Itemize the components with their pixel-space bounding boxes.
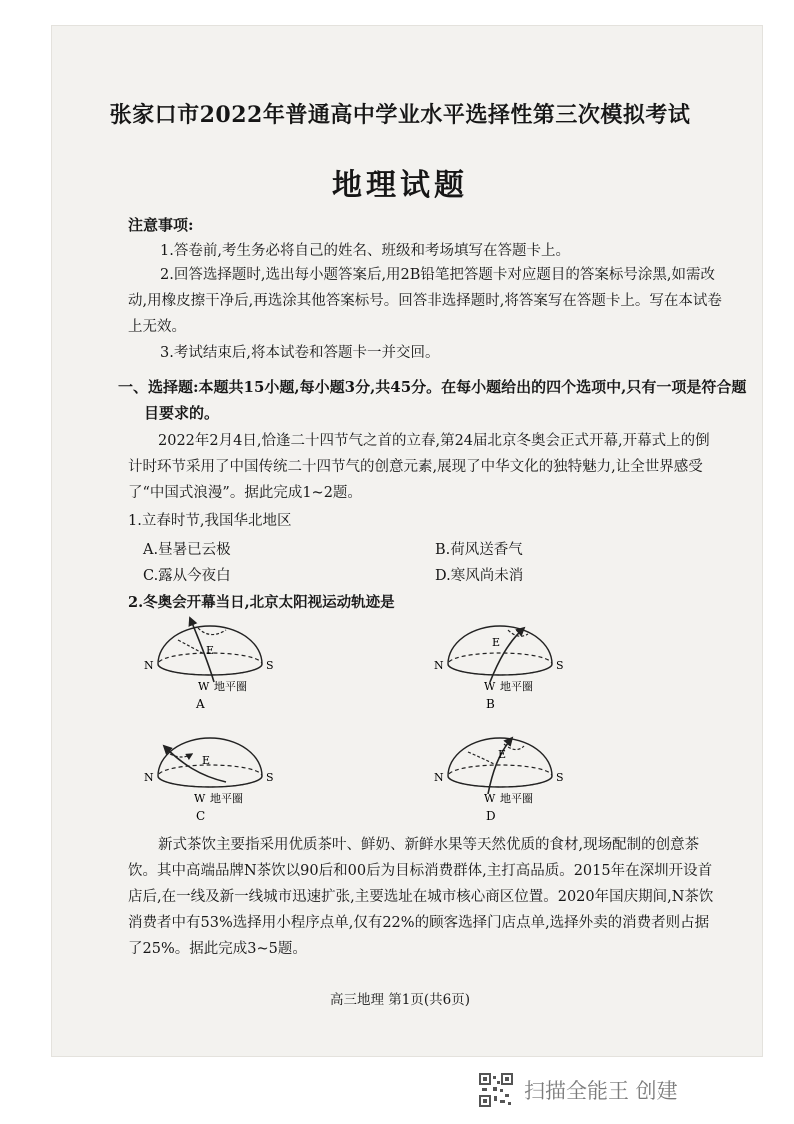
q1-option-a: A.昼暑已云极 bbox=[143, 542, 231, 558]
diagram-c-w: W bbox=[194, 792, 206, 805]
diagram-d-horizon: 地平圈 bbox=[500, 792, 533, 805]
diagram-d-w: W bbox=[484, 792, 496, 805]
page-footer: 高三地理 第1页(共6页) bbox=[329, 992, 470, 1008]
section-1-heading: 一、选择题:本题共15小题,每小题3分,共45分。在每小题给出的四个选项中,只有一项是符合题目要求的。 bbox=[118, 378, 747, 422]
question-2-stem: 2.冬奥会开幕当日,北京太阳视运动轨迹是 bbox=[128, 594, 395, 611]
scanner-watermark bbox=[478, 1070, 758, 1110]
notice-item-1: 1.答卷前,考生务必将自己的姓名、班级和考场填写在答题卡上。 bbox=[160, 243, 570, 259]
diagram-d-n: N bbox=[434, 771, 444, 784]
sun-path-diagram-c bbox=[138, 724, 278, 824]
diagram-b-e: E bbox=[492, 636, 501, 649]
diagram-d-s: S bbox=[556, 771, 564, 784]
diagram-c-s: S bbox=[266, 771, 274, 784]
sun-path-diagram-d bbox=[428, 724, 568, 824]
diagram-b-w: W bbox=[484, 680, 496, 693]
question-1-stem: 1.立春时节,我国华北地区 bbox=[128, 513, 292, 529]
notice-item-2: 2.回答选择题时,选出每小题答案后,用2B铅笔把答题卡对应题目的答案标号涂黑,如需改动,用橡皮擦干净后,再选涂其他答案标号。回答非选择题时,将答案写在答题卡上。写在本试卷上无效。 bbox=[128, 267, 722, 335]
passage-1: 2022年2月4日,恰逢二十四节气之首的立春,第24届北京冬奥会正式开幕,开幕式上的倒计时环节采用了中国传统二十四节气的创意元素,展现了中华文化的独特魅力,让全世界感受了“中国式浪漫”。据此完成1~2题。 bbox=[128, 433, 710, 501]
sun-path-diagram-a bbox=[138, 612, 278, 712]
q1-option-d: D.寒风尚未消 bbox=[435, 568, 524, 584]
diagram-a-horizon: 地平圈 bbox=[214, 680, 247, 693]
diagram-d-e: E bbox=[498, 748, 507, 761]
notice-heading: 注意事项: bbox=[128, 216, 194, 234]
diagram-c-n: N bbox=[144, 771, 154, 784]
diagram-a-s: S bbox=[266, 659, 274, 672]
diagram-a-n: N bbox=[144, 659, 154, 672]
watermark-text: 扫描全能王 创建 bbox=[524, 1079, 678, 1103]
diagram-c-letter: C bbox=[196, 809, 206, 823]
diagram-b-s: S bbox=[556, 659, 564, 672]
diagram-c-horizon: 地平圈 bbox=[210, 792, 243, 805]
passage-2: 新式茶饮主要指采用优质茶叶、鲜奶、新鲜水果等天然优质的食材,现场配制的创意茶饮。其中高端品牌N茶饮以90后和00后为目标消费群体,主打高品质。2015年在深圳开设首店后,在一线及新一线城市迅速扩张,主要选址在城市核心商区位置。2020年国庆期间,N茶饮消费者中有53%选择用小程序点单,仅有22%的顾客选择门店点单,选择外卖的消费者则占据了25%。据此完成3~5题。 bbox=[128, 837, 714, 957]
diagram-b-horizon: 地平圈 bbox=[500, 680, 533, 693]
notice-item-3: 3.考试结束后,将本试卷和答题卡一并交回。 bbox=[160, 345, 440, 361]
exam-title: 张家口市2022年普通高中学业水平选择性第三次模拟考试 bbox=[109, 102, 691, 128]
qr-code-icon bbox=[478, 1072, 514, 1108]
diagram-a-letter: A bbox=[196, 697, 205, 711]
q1-option-b: B.荷风送香气 bbox=[435, 542, 523, 558]
diagram-b-letter: B bbox=[486, 697, 495, 711]
diagram-c-e: E bbox=[202, 754, 211, 767]
sun-path-diagram-b bbox=[428, 612, 568, 712]
diagram-a-w: W bbox=[198, 680, 210, 693]
exam-subtitle: 地理试题 bbox=[332, 168, 468, 203]
diagram-b-n: N bbox=[434, 659, 444, 672]
q1-option-c: C.露从今夜白 bbox=[143, 568, 231, 584]
diagram-a-e: E bbox=[206, 644, 215, 657]
diagram-d-letter: D bbox=[486, 809, 496, 823]
